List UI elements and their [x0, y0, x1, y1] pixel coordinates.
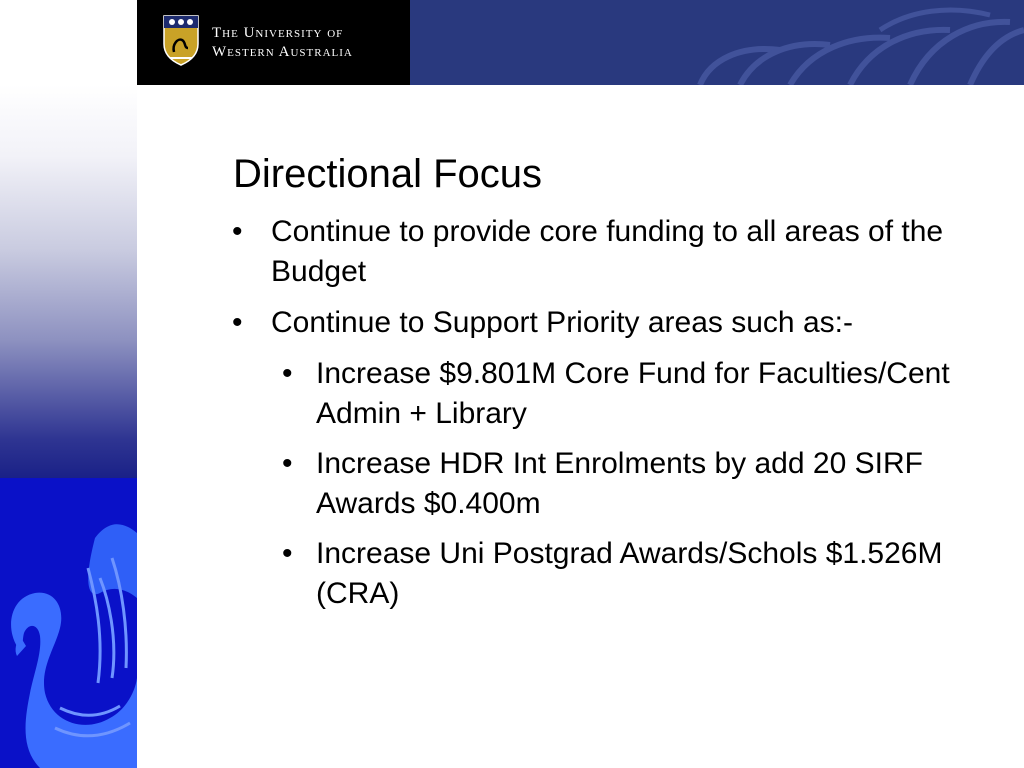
slide-title: Directional Focus — [233, 152, 543, 196]
swan-wing-watermark-icon — [410, 0, 1024, 85]
bullet-list — [232, 212, 962, 624]
bullet-marker: • — [282, 357, 293, 390]
sub-bullet-item — [232, 354, 962, 434]
bullet-marker: • — [232, 215, 243, 248]
bullet-text: Increase HDR Int Enrolments by add 20 SIRF Awards $0.400m — [316, 447, 923, 520]
swan-logo-panel — [0, 478, 137, 768]
bullet-marker: • — [232, 306, 243, 339]
sub-bullet-item — [232, 444, 962, 524]
bullet-text: Increase $9.801M Core Fund for Faculties/Cent Admin + Library — [316, 357, 950, 430]
bullet-text: Increase Uni Postgrad Awards/Schols $1.526M (CRA) — [316, 537, 943, 610]
header-banner — [410, 0, 1024, 85]
bullet-item — [232, 303, 962, 343]
left-gradient-band — [0, 85, 137, 478]
swan-icon — [0, 478, 137, 768]
university-name — [212, 24, 353, 62]
bullet-text: Continue to provide core funding to all areas of the Budget — [271, 215, 944, 288]
university-name-line2: Western Australia — [212, 44, 353, 60]
university-crest-icon — [162, 14, 200, 66]
bullet-item — [232, 212, 962, 292]
bullet-marker: • — [282, 447, 293, 480]
bullet-text: Continue to Support Priority areas such as:- — [271, 306, 853, 339]
university-name-line1: The University of — [212, 25, 344, 41]
bullet-marker: • — [282, 537, 293, 570]
sub-bullet-item — [232, 534, 962, 614]
